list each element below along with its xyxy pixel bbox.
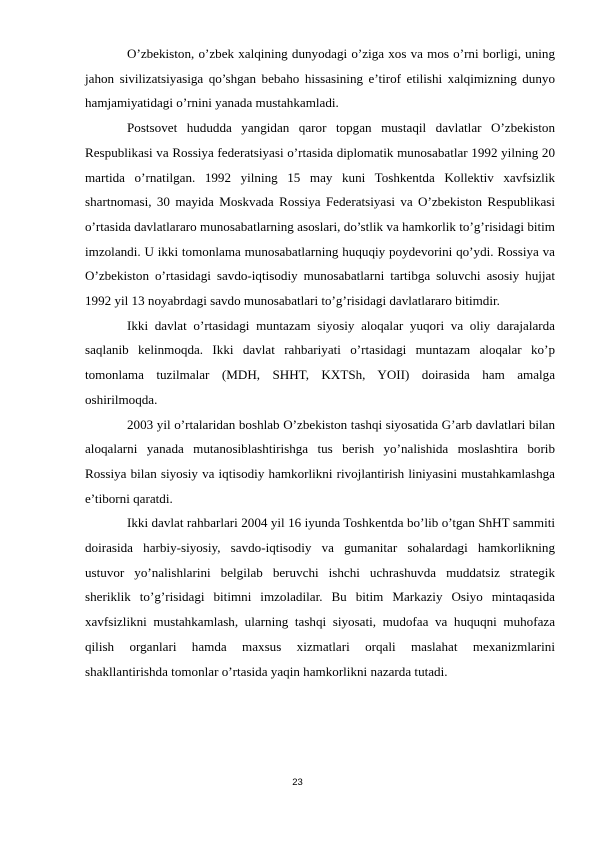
- page-number: 23: [292, 777, 303, 788]
- body-text: [85, 42, 555, 684]
- paragraph: 2003 yil o’rtalaridan boshlab O’zbekiston tashqi siyosatida G’arb davlatlari bilan aloqalarni yanada mutanosiblashtirishga tus berish yo’nalishida moslashtira borib Rossiya bilan siyosiy va iqtisodiy hamkorlikni rivojlantirish liniyasini mustahkamlashga e’tiborni qaratdi.: [85, 416, 555, 506]
- paragraph: Ikki davlat o’rtasidagi muntazam siyosiy aloqalar yuqori va oliy darajalarda saqlanib kelinmoqda. Ikki davlat rahbariyati o’rtasidagi muntazam aloqalar ko’p tomonlama tuzilmalar (MDH, SHHT, KXTSh, YOII) doirasida ham amalga oshirilmoqda.: [85, 317, 555, 407]
- paragraph: Ikki davlat rahbarlari 2004 yil 16 iyunda Toshkentda bo’lib o’tgan ShHT sammiti doirasida harbiy-siyosiy, savdo-iqtisodiy va gumanitar sohalardagi hamkorlikning ustuvor yo’nalishlarini belgilab beruvchi ishchi uchrashuvda muddatsiz strategik sheriklik to’g’risidagi bitimni imzoladilar. Bu bitim Markaziy Osiyo mintaqasida xavfsizlikni mustahkamlash, ularning tashqi siyosati, mudofaa va huquqni muhofaza qilish organlari hamda maxsus xizmatlari orqali maslahat mexanizmlarini shakllantirishda tomonlar o’rtasida yaqin hamkorlikni nazarda tutadi.: [85, 515, 555, 679]
- paragraph: Postsovet hududda yangidan qaror topgan mustaqil davlatlar O’zbekiston Respublikasi va Rossiya federatsiyasi o’rtasida diplomatik munosabatlar 1992 yilning 20 martida o’rnatilgan. 1992 yilning 15 may kuni Toshkentda Kollektiv xavfsizlik shartnomasi, 30 mayida Moskvada Rossiya Federatsiyasi va O’zbekiston Respublikasi o’rtasida davlatlararo munosabatlarning asoslari, do’stlik va hamkorlik to’g’risidagi bitim imzolandi. U ikki tomonlama munosabatlarning huquqiy poydevorini qo’ydi. Rossiya va O’zbekiston o’rtasidagi savdo-iqtisodiy munosabatlarni tartibga soluvchi asosiy hujjat 1992 yil 13 noyabrdagi savdo munosabatlari to’g’risidagi davlatlararo bitimdir.: [85, 120, 555, 309]
- paragraph: O’zbekiston, o’zbek xalqining dunyodagi o’ziga xos va mos o’rni borligi, uning jahon sivilizatsiyasiga qo’shgan bebaho hissasining e’tirof etilishi xalqimizning dunyo hamjamiyatidagi o’rnini yanada mustahkamladi.: [85, 46, 555, 111]
